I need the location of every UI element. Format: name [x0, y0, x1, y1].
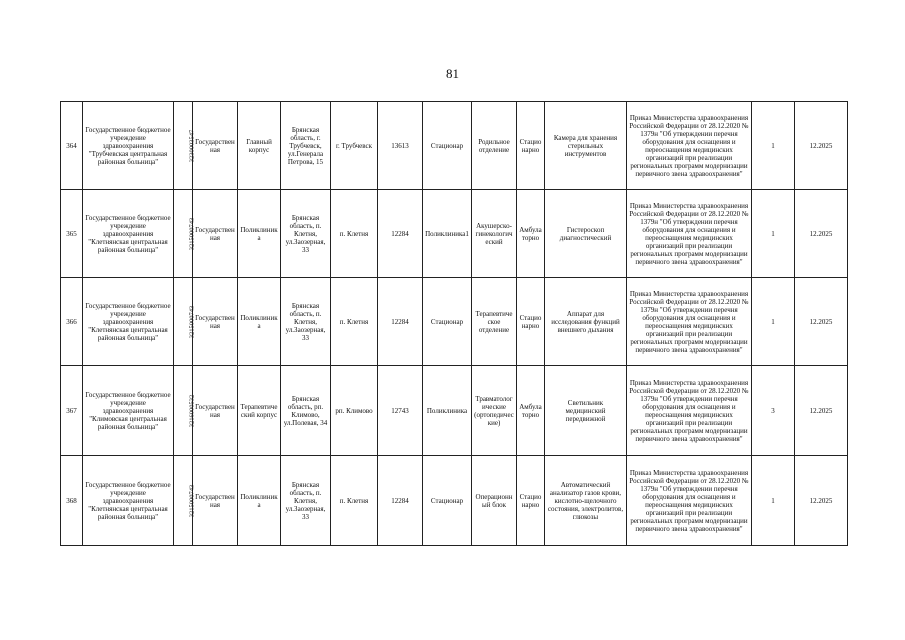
- locality: г. Трубчевск: [331, 102, 378, 190]
- row-number: 368: [61, 456, 83, 546]
- locality: п. Клетня: [331, 278, 378, 366]
- equipment-name: Автоматический анализатор газов крови, кислотно-щелочного состояния, электролитов, глюкозы: [545, 456, 627, 546]
- care-type: Стационарно: [517, 102, 545, 190]
- row-number: 367: [61, 366, 83, 456]
- care-type: Стационарно: [517, 456, 545, 546]
- legal-basis: Приказ Министерства здравоохранения Российской Федерации от 28.12.2020 № 1379н "Об утверждении перечня оборудования для оснащения и переоснащения медицинских организаций при реализации региональных программ модернизации первичного звена здравоохранения": [627, 102, 752, 190]
- ownership-form: Государственная: [193, 102, 238, 190]
- legal-basis: Приказ Министерства здравоохранения Российской Федерации от 28.12.2020 № 1379н "Об утверждении перечня оборудования для оснащения и переоснащения медицинских организаций при реализации региональных программ модернизации первичного звена здравоохранения": [627, 366, 752, 456]
- row-number: 365: [61, 190, 83, 278]
- equipment-name: Камера для хранения стерильных инструментов: [545, 102, 627, 190]
- ownership-form: Государственная: [193, 366, 238, 456]
- department: Родильное отделение: [472, 102, 517, 190]
- facility-type: Стационар: [423, 102, 472, 190]
- quantity: 1: [752, 456, 795, 546]
- department: Операционный блок: [472, 456, 517, 546]
- building-name: Поликлиника: [238, 190, 281, 278]
- due-date: 12.2025: [795, 190, 848, 278]
- locality-code: 12284: [378, 278, 423, 366]
- locality: рп. Климово: [331, 366, 378, 456]
- table-row: [61, 190, 848, 278]
- due-date: 12.2025: [795, 456, 848, 546]
- locality-code: 12284: [378, 456, 423, 546]
- building-name: Главный корпус: [238, 102, 281, 190]
- department: Травматологические (ортопедические): [472, 366, 517, 456]
- page-number: 81: [446, 66, 459, 81]
- building-name: Поликлиника: [238, 456, 281, 546]
- organization-name: Государственное бюджетное учреждение здравоохранения "Клетнянская центральная районная больница": [83, 278, 174, 366]
- quantity: 1: [752, 278, 795, 366]
- inn-code: 3215000743: [188, 217, 196, 251]
- locality-code: 12743: [378, 366, 423, 456]
- legal-basis: Приказ Министерства здравоохранения Российской Федерации от 28.12.2020 № 1379н "Об утверждении перечня оборудования для оснащения и переоснащения медицинских организаций при реализации региональных программ модернизации первичного звена здравоохранения": [627, 456, 752, 546]
- equipment-name: Гистероскоп диагностический: [545, 190, 627, 278]
- ownership-form: Государственная: [193, 190, 238, 278]
- facility-type: Стационар: [423, 456, 472, 546]
- table-row: [61, 366, 848, 456]
- ownership-form: Государственная: [193, 456, 238, 546]
- inn-code: 3215000743: [188, 484, 196, 518]
- due-date: 12.2025: [795, 366, 848, 456]
- row-number: 366: [61, 278, 83, 366]
- care-type: Амбулаторно: [517, 366, 545, 456]
- organization-name: Государственное бюджетное учреждение здравоохранения "Клетнянская центральная районная больница": [83, 190, 174, 278]
- organization-name: Государственное бюджетное учреждение здравоохранения "Трубчевская центральная районная больница": [83, 102, 174, 190]
- address: Брянская область, п. Клетня, ул.Заозерная, 33: [281, 190, 331, 278]
- legal-basis: Приказ Министерства здравоохранения Российской Федерации от 28.12.2020 № 1379н "Об утверждении перечня оборудования для оснащения и переоснащения медицинских организаций при реализации региональных программ модернизации первичного звена здравоохранения": [627, 278, 752, 366]
- equipment-name: Светильник медицинский передвижной: [545, 366, 627, 456]
- facility-type: Поликлиника1: [423, 190, 472, 278]
- quantity: 1: [752, 102, 795, 190]
- facility-type: Стационар: [423, 278, 472, 366]
- facility-type: Поликлиника: [423, 366, 472, 456]
- table-row: [61, 102, 848, 190]
- ownership-form: Государственная: [193, 278, 238, 366]
- address: Брянская область, г. Трубчевск, ул.Генерала Петрова, 15: [281, 102, 331, 190]
- organization-name: Государственное бюджетное учреждение здравоохранения "Климовская центральная районная больница": [83, 366, 174, 456]
- building-name: Поликлиника: [238, 278, 281, 366]
- table-row: [61, 456, 848, 546]
- locality-code: 12284: [378, 190, 423, 278]
- address: Брянская область, п. Клетня, ул.Заозерная, 33: [281, 278, 331, 366]
- care-type: Стационарно: [517, 278, 545, 366]
- legal-basis: Приказ Министерства здравоохранения Российской Федерации от 28.12.2020 № 1379н "Об утверждении перечня оборудования для оснащения и переоснащения медицинских организаций при реализации региональных программ модернизации первичного звена здравоохранения": [627, 190, 752, 278]
- table-row: [61, 278, 848, 366]
- organization-name: Государственное бюджетное учреждение здравоохранения "Клетнянская центральная районная больница": [83, 456, 174, 546]
- department: Акушерско-гинекологический: [472, 190, 517, 278]
- care-type: Амбулаторно: [517, 190, 545, 278]
- department: Терапевтическое отделение: [472, 278, 517, 366]
- equipment-table: [60, 101, 848, 546]
- locality-code: 13613: [378, 102, 423, 190]
- row-number: 364: [61, 102, 83, 190]
- equipment-name: Аппарат для исследования функций внешнего дыхания: [545, 278, 627, 366]
- locality: п. Клетня: [331, 456, 378, 546]
- quantity: 3: [752, 366, 795, 456]
- due-date: 12.2025: [795, 278, 848, 366]
- address: Брянская область, п. Клетня, ул.Заозерная, 33: [281, 456, 331, 546]
- inn-code: 3230003547: [188, 129, 196, 163]
- inn-code: 3216000532: [188, 394, 196, 428]
- locality: п. Клетня: [331, 190, 378, 278]
- inn-code: 3215000743: [188, 305, 196, 339]
- address: Брянская область, рп. Климово, ул.Полевая, 34: [281, 366, 331, 456]
- building-name: Терапевтический корпус: [238, 366, 281, 456]
- quantity: 1: [752, 190, 795, 278]
- due-date: 12.2025: [795, 102, 848, 190]
